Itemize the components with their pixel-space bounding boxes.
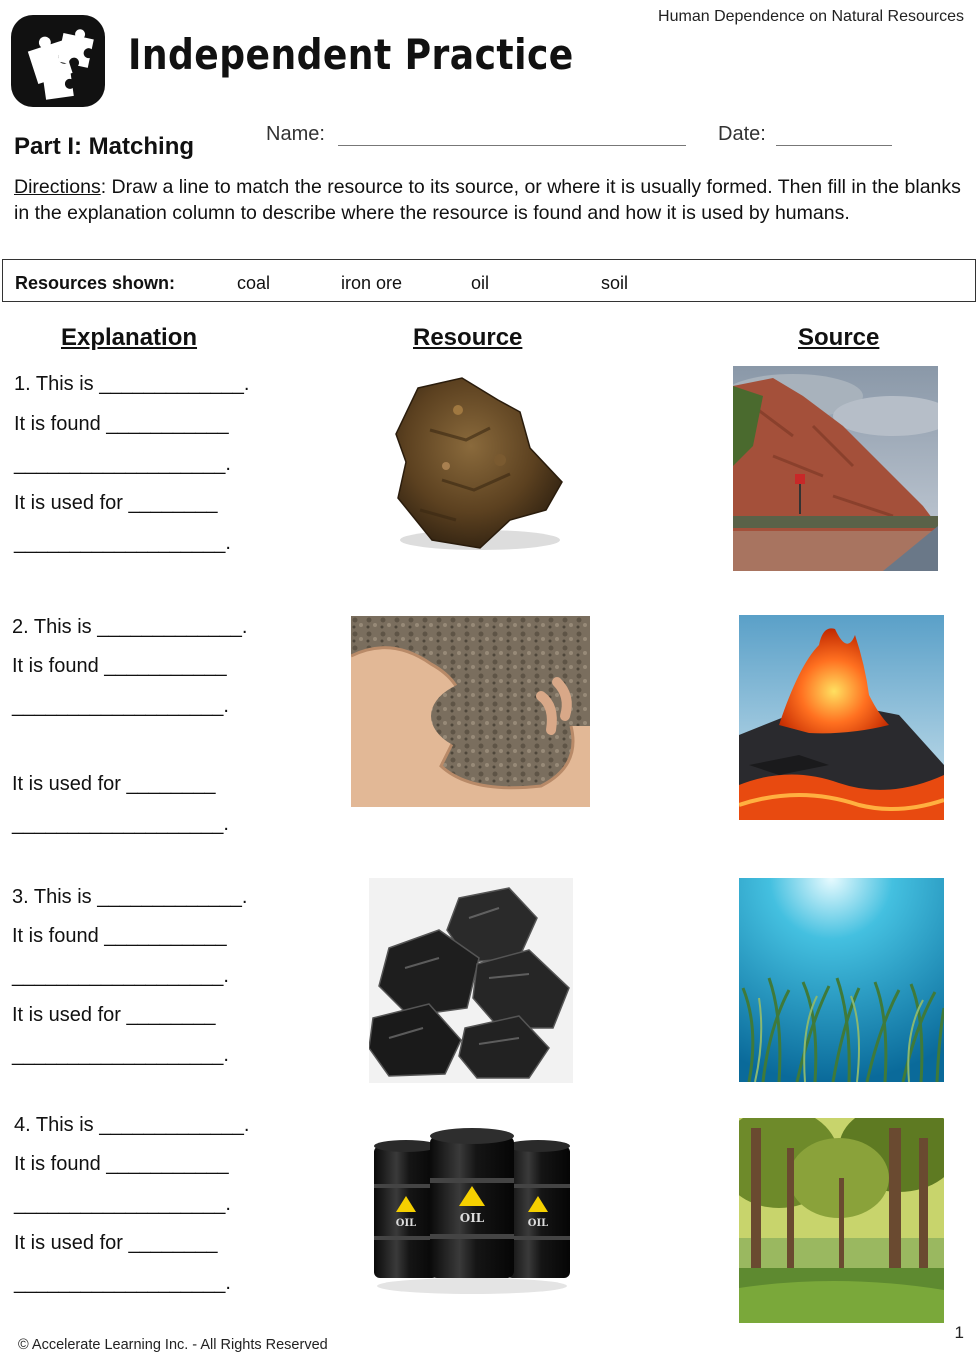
question-used[interactable]: It is used for ________	[12, 773, 216, 795]
question-used[interactable]: It is used for ________	[14, 492, 218, 514]
puzzle-icon	[10, 14, 106, 108]
question-found-blank[interactable]: ___________________.	[14, 453, 231, 475]
oil-barrels-image[interactable]	[372, 1128, 572, 1298]
resources-label: Resources shown:	[15, 273, 176, 293]
copyright: © Accelerate Learning Inc. - All Rights Reserved	[18, 1337, 328, 1353]
page-title: Independent Practice	[128, 30, 574, 79]
barrel-label: OIL	[395, 1218, 417, 1229]
date-field[interactable]	[776, 145, 892, 146]
question-this-is[interactable]: 2. This is _____________.	[12, 616, 248, 638]
question-used[interactable]: It is used for ________	[12, 1004, 216, 1026]
question-this-is[interactable]: 4. This is _____________.	[14, 1114, 250, 1136]
question-found[interactable]: It is found ___________	[14, 413, 229, 435]
barrel-label: OIL	[527, 1218, 549, 1229]
question-used-blank[interactable]: ___________________.	[14, 532, 231, 554]
question-found[interactable]: It is found ___________	[12, 925, 227, 947]
part-title: Part I: Matching	[14, 133, 195, 160]
iron-ore-image[interactable]	[370, 370, 570, 560]
name-label: Name:	[266, 123, 325, 145]
question-found[interactable]: It is found ___________	[14, 1153, 229, 1175]
question-this-is[interactable]: 1. This is _____________.	[14, 373, 250, 395]
question-used-blank[interactable]: ___________________.	[12, 1044, 229, 1066]
resource-soil: soil	[601, 273, 629, 293]
column-resource: Resource	[413, 324, 523, 351]
barrel-label: OIL	[459, 1211, 485, 1225]
question-this-is[interactable]: 3. This is _____________.	[12, 886, 248, 908]
page-number: 1	[954, 1323, 964, 1342]
directions-label: Directions	[14, 176, 101, 198]
eroding-cliff-image[interactable]	[733, 366, 938, 571]
question-used-blank[interactable]: ___________________.	[14, 1272, 231, 1294]
resource-iron-ore: iron ore	[341, 273, 403, 293]
question-used[interactable]: It is used for ________	[14, 1232, 218, 1254]
swamp-forest-image[interactable]	[739, 1118, 944, 1323]
coal-image[interactable]	[369, 878, 573, 1083]
column-source: Source	[798, 324, 880, 351]
question-found[interactable]: It is found ___________	[12, 655, 227, 677]
date-label: Date:	[718, 123, 766, 145]
resource-oil: oil	[471, 273, 490, 293]
resource-coal: coal	[237, 273, 271, 293]
question-found-blank[interactable]: ___________________.	[14, 1193, 231, 1215]
question-found-blank[interactable]: ___________________.	[12, 695, 229, 717]
worksheet-subject: Human Dependence on Natural Resources	[658, 8, 964, 25]
volcano-lava-image[interactable]	[739, 615, 944, 820]
question-found-blank[interactable]: ___________________.	[12, 965, 229, 987]
column-explanation: Explanation	[61, 324, 198, 351]
directions	[14, 174, 972, 226]
ocean-floor-image[interactable]	[739, 878, 944, 1082]
directions-text: : Draw a line to match the resource to its source, or where it is usually formed. Then fill in the blanks in the explanation column to describe where the resource is found and how it is used by humans.	[14, 176, 961, 224]
question-used-blank[interactable]: ___________________.	[12, 813, 229, 835]
soil-image[interactable]	[351, 616, 590, 807]
resources-box	[2, 259, 976, 302]
name-field[interactable]	[338, 145, 686, 146]
